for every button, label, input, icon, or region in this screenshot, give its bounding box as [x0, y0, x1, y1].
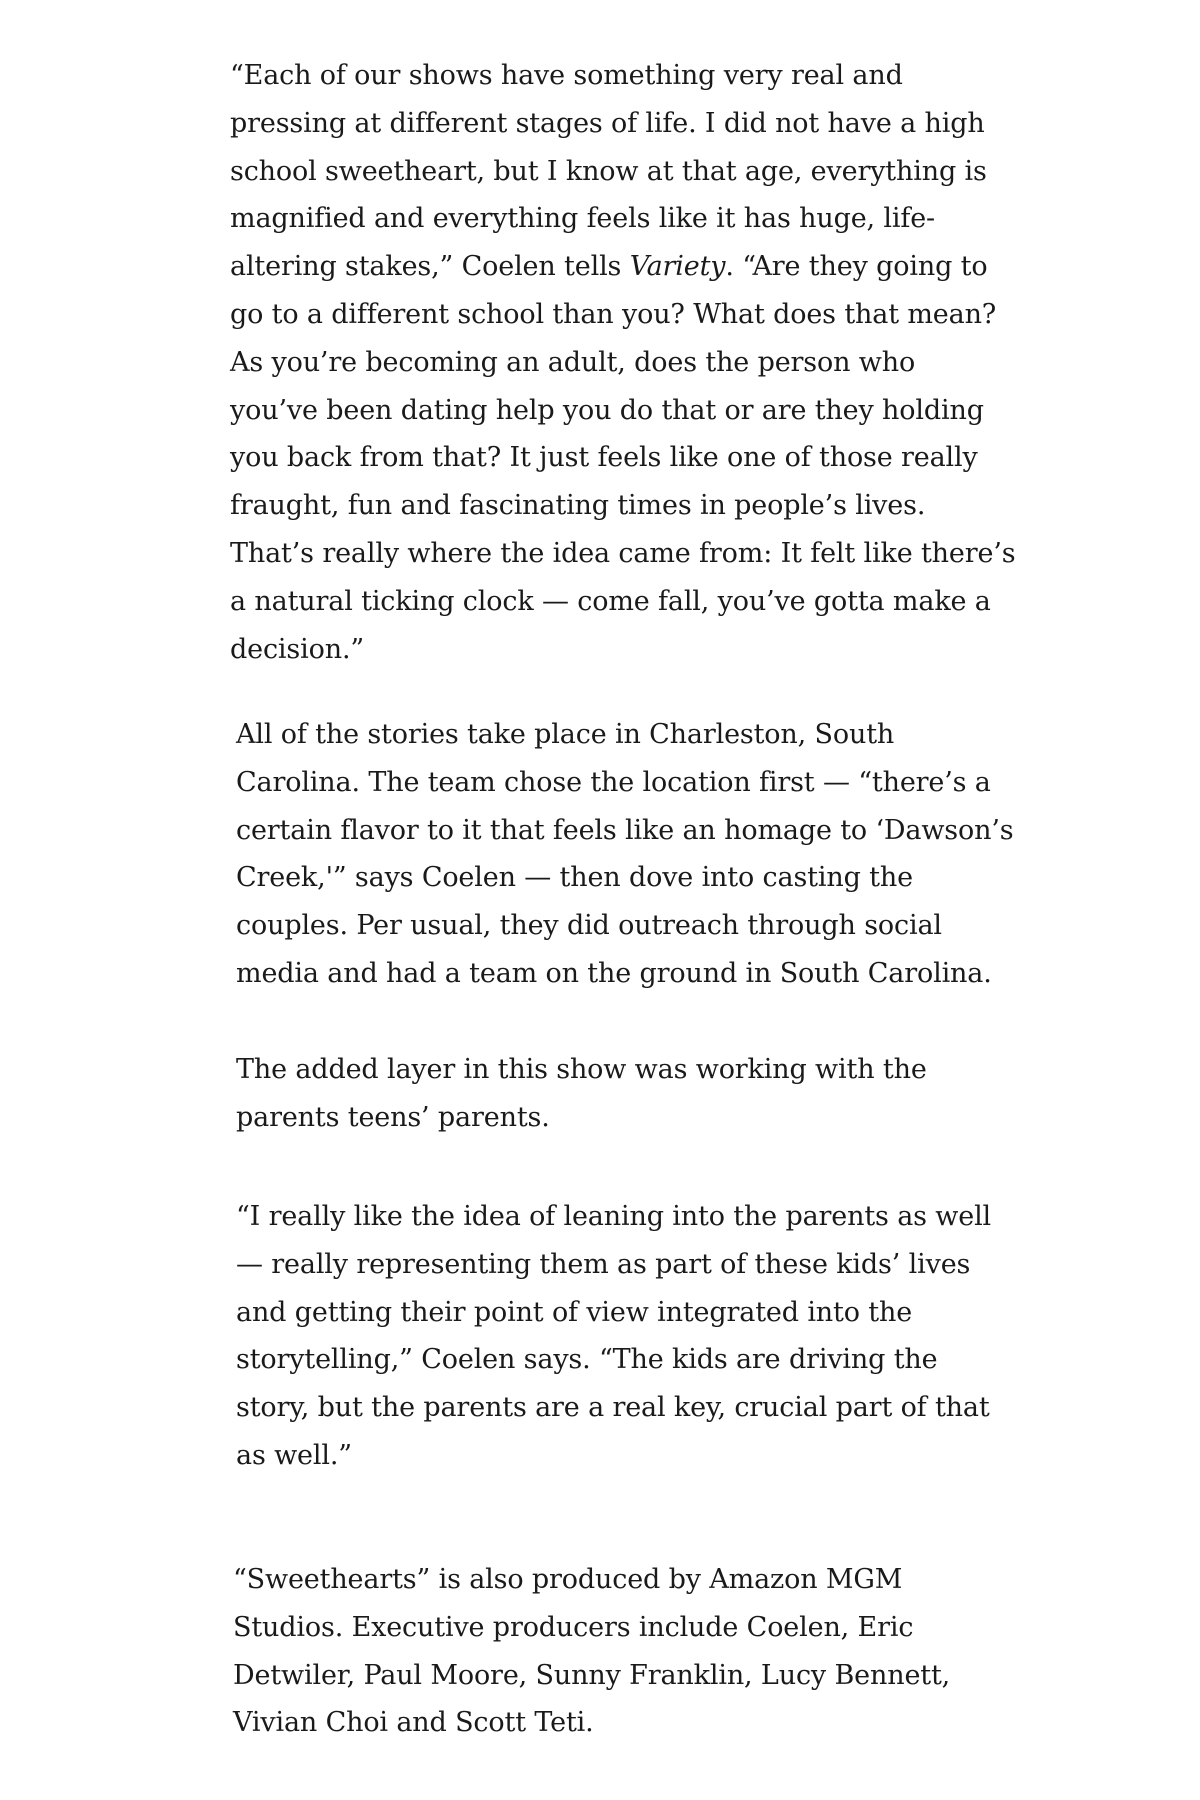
text-line: “Sweethearts” is also produced by Amazon MGM [233, 1564, 903, 1595]
text-line: pressing at different stages of life. I did not have a high [230, 107, 985, 139]
text-line: That’s really where the idea came from: It felt like there’s [230, 537, 1016, 569]
text-line: Detwiler, Paul Moore, Sunny Franklin, Lucy Bennett, [233, 1659, 951, 1691]
paragraph-added-layer [236, 1046, 927, 1142]
text-line: a natural ticking clock — come fall, you’ve gotta make a [230, 585, 991, 617]
text-line: you back from that? It just feels like one of those really [230, 442, 978, 474]
text-line: “Each of our shows have something very real and [230, 60, 903, 91]
paragraph-quote-stages-of-life [230, 52, 1015, 673]
text-line: “I really like the idea of leaning into the parents as well [236, 1201, 992, 1232]
text-line: As you’re becoming an adult, does the person who [230, 346, 916, 378]
text-segment: altering stakes,” Coelen tells [230, 251, 630, 283]
paragraph-producers [233, 1556, 950, 1747]
text-line: All of the stories take place in Charleston, South [236, 719, 895, 750]
text-line: fraught, fun and fascinating times in people’s lives. [230, 490, 926, 522]
text-line: magnified and everything feels like it has huge, life- [230, 203, 936, 235]
publication-name-italic: Variety [629, 251, 726, 283]
text-line: parents teens’ parents. [236, 1101, 550, 1133]
text-line [230, 243, 1015, 291]
text-line: and getting their point of view integrated into the [236, 1296, 913, 1328]
text-segment: . “Are they going to [725, 251, 988, 283]
text-line: couples. Per usual, they did outreach through social [236, 910, 942, 942]
text-line: storytelling,” Coelen says. “The kids are driving the [236, 1344, 938, 1376]
text-line: Carolina. The team chose the location first — “there’s a [236, 766, 991, 798]
text-line: — really representing them as part of these kids’ lives [236, 1248, 971, 1280]
text-line: go to a different school than you? What does that mean? [230, 298, 997, 330]
text-line: as well.” [236, 1439, 352, 1471]
text-line: certain flavor to it that feels like an homage to ‘Dawson’s [236, 814, 1014, 846]
paragraph-charleston-location [236, 711, 1014, 998]
text-line: The added layer in this show was working with the [236, 1054, 927, 1085]
paragraph-quote-parents [236, 1193, 991, 1480]
text-line: you’ve been dating help you do that or are they holding [230, 394, 984, 426]
text-line: Creek,'” says Coelen — then dove into casting the [236, 862, 913, 894]
text-line: media and had a team on the ground in South Carolina. [236, 957, 992, 989]
text-line: Studios. Executive producers include Coelen, Eric [233, 1611, 914, 1643]
text-line: school sweetheart, but I know at that age, everything is [230, 155, 987, 187]
text-line: story, but the parents are a real key, crucial part of that [236, 1392, 990, 1424]
text-line: Vivian Choi and Scott Teti. [233, 1707, 594, 1739]
text-line: decision.” [230, 633, 365, 665]
